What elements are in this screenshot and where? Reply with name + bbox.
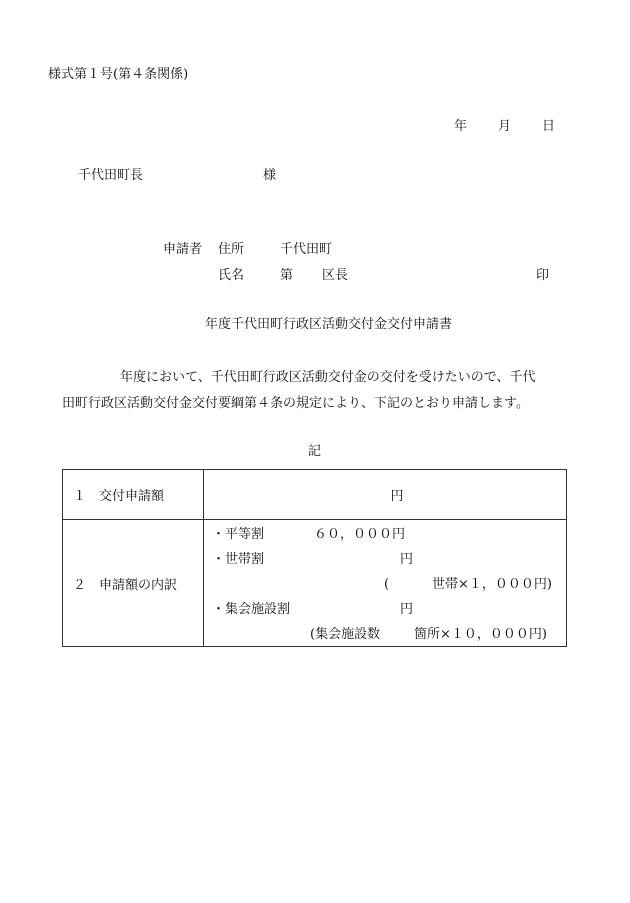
date-month-label: 月 [498, 119, 512, 134]
table-row [63, 470, 567, 520]
applicant-label: 申請者 [163, 242, 203, 257]
hall-share-label: ・集会施設割 [212, 602, 291, 617]
household-share-yen: 円 [400, 552, 414, 567]
date-day-label: 日 [542, 119, 556, 134]
body-text-line-2: 田町行政区活動交付金交付要綱第４条の規定により、下記のとおり申請します。 [62, 396, 529, 411]
addressee-honorific: 様 [263, 168, 277, 183]
addressee-name: 千代田町長 [78, 168, 144, 183]
table-row [63, 520, 567, 647]
household-formula: 世帯×１，０００円) [432, 577, 552, 592]
application-amount-label: １ 交付申請額 [63, 470, 204, 520]
ki-heading: 記 [308, 444, 322, 459]
application-amount-cell [204, 470, 567, 520]
household-share-label: ・世帯割 [212, 552, 265, 567]
district-prefix: 第 [280, 268, 294, 283]
district-suffix: 区長 [322, 268, 349, 283]
hall-share-yen: 円 [400, 602, 414, 617]
address-value: 千代田町 [280, 242, 333, 257]
form-number: 様式第１号(第４条関係) [48, 67, 189, 82]
hall-formula: 箇所×１０，０００円) [414, 627, 547, 642]
seal-mark: 印 [536, 268, 550, 283]
document-title: 年度千代田町行政区活動交付金交付申請書 [205, 317, 453, 332]
equal-share-amount: ６０，０００円 [314, 527, 406, 542]
date-year-label: 年 [454, 119, 468, 134]
breakdown-label: ２ 申請額の内訳 [63, 520, 204, 647]
household-formula-open: ( [384, 577, 390, 592]
address-label: 住所 [218, 242, 245, 257]
grant-application-table [62, 469, 567, 647]
breakdown-cell [204, 520, 567, 647]
application-amount-yen: 円 [390, 489, 404, 504]
equal-share-label: ・平等割 [212, 527, 265, 542]
hall-formula-open: (集会施設数 [310, 627, 381, 642]
name-label: 氏名 [218, 268, 245, 283]
body-text-line-1: 年度において、千代田町行政区活動交付金の交付を受けたいので、千代 [120, 370, 536, 385]
